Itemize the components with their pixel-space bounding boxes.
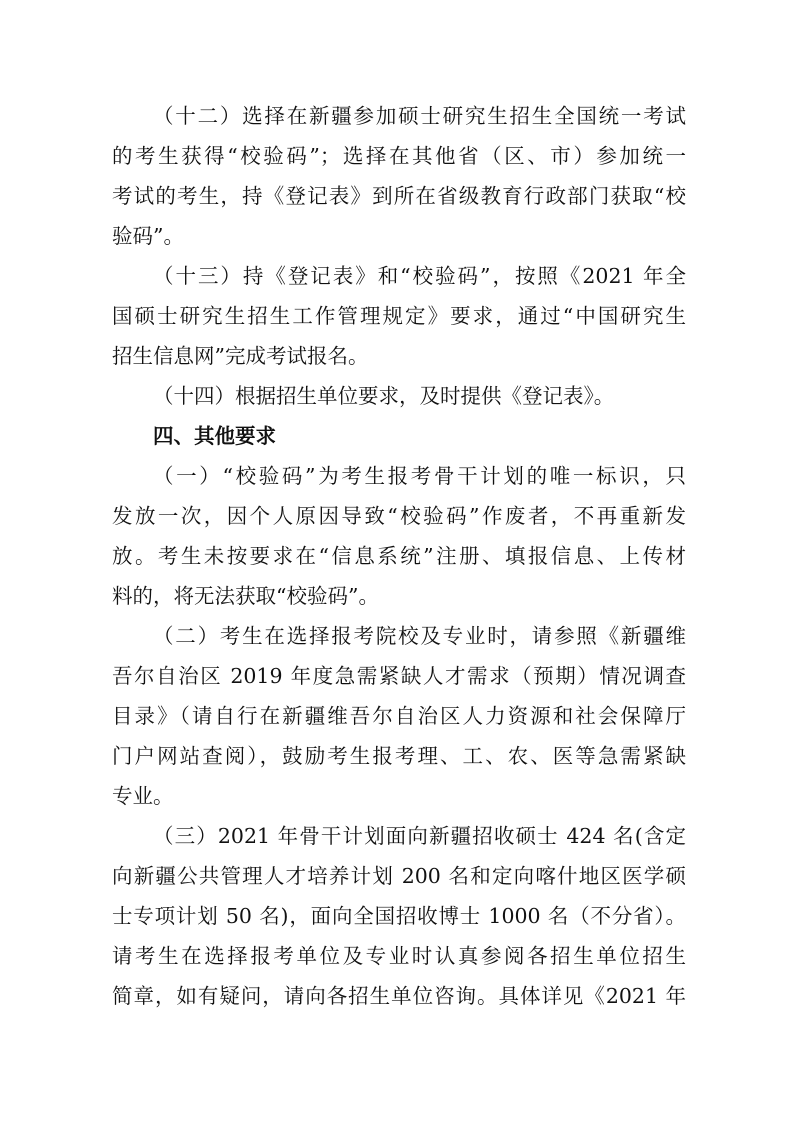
- paragraph-line: 门户网站查阅），鼓励考生报考理、工、农、医等急需紧缺: [112, 744, 686, 768]
- paragraph-line: 国硕士研究生招生工作管理规定》要求，通过“中国研究生: [112, 304, 686, 328]
- paragraph-line: 考试的考生，持《登记表》到所在省级教育行政部门获取“校: [112, 184, 686, 208]
- paragraph-line: 请考生在选择报考单位及专业时认真参阅各招生单位招生: [112, 944, 686, 968]
- paragraph-line: 招生信息网”完成考试报名。: [112, 344, 369, 368]
- paragraph-line: 的考生获得“校验码”；选择在其他省（区、市）参加统一: [112, 144, 686, 168]
- paragraph-line: （一）“校验码”为考生报考骨干计划的唯一标识，只: [153, 464, 686, 488]
- paragraph-line: 验码”。: [112, 224, 184, 248]
- paragraph-line: 向新疆公共管理人才培养计划 200 名和定向喀什地区医学硕: [112, 864, 686, 888]
- paragraph-line: 目录》（请自行在新疆维吾尔自治区人力资源和社会保障厅: [112, 704, 686, 728]
- paragraph-line: （十四）根据招生单位要求，及时提供《登记表》。: [153, 384, 615, 408]
- paragraph-line: （十二）选择在新疆参加硕士研究生招生全国统一考试: [153, 104, 686, 128]
- paragraph-line: 吾尔自治区 2019 年度急需紧缺人才需求（预期）情况调查: [112, 664, 686, 688]
- paragraph-line: （十三）持《登记表》和“校验码”，按照《2021 年全: [153, 264, 686, 288]
- section-heading: 四、其他要求: [153, 424, 276, 448]
- paragraph-line: 简章，如有疑问，请向各招生单位咨询。具体详见《2021 年: [112, 984, 686, 1008]
- paragraph-line: （三）2021 年骨干计划面向新疆招收硕士 424 名(含定: [153, 824, 686, 848]
- paragraph-line: 料的，将无法获取“校验码”。: [112, 584, 379, 608]
- paragraph-line: 放。考生未按要求在“信息系统”注册、填报信息、上传材: [112, 544, 686, 568]
- paragraph-line: 发放一次，因个人原因导致“校验码”作废者，不再重新发: [112, 504, 686, 528]
- paragraph-line: （二）考生在选择报考院校及专业时，请参照《新疆维: [153, 624, 686, 648]
- paragraph-line: 士专项计划 50 名)，面向全国招收博士 1000 名（不分省）。: [112, 904, 686, 928]
- paragraph-line: 专业。: [112, 784, 174, 808]
